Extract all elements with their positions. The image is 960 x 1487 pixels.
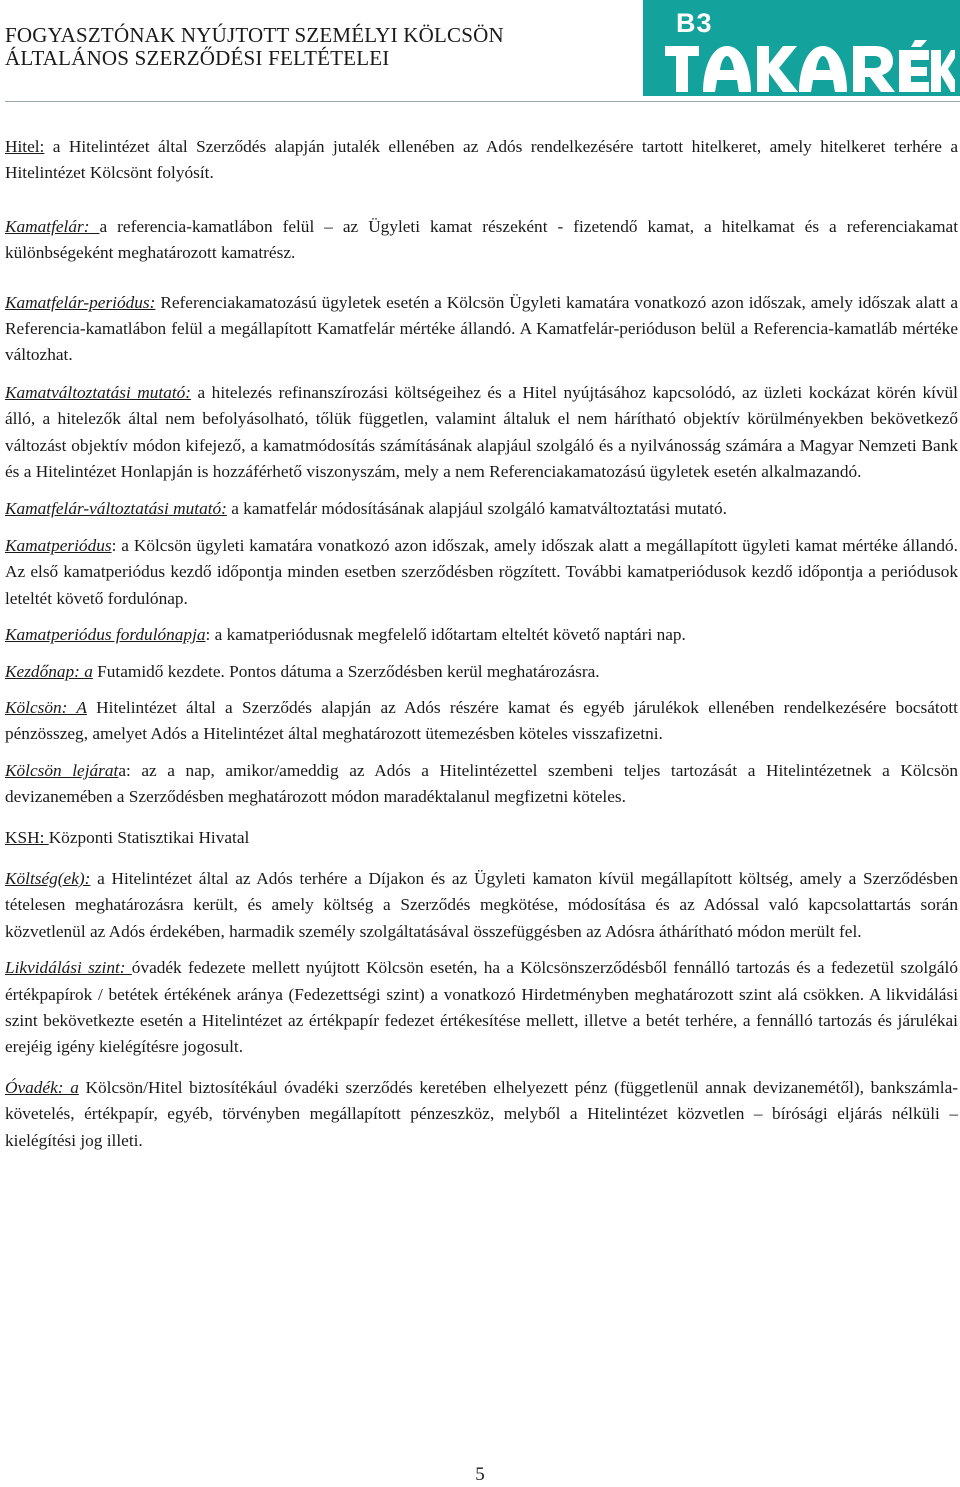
definition-kamatfelar-periodus <box>5 290 958 369</box>
document-title-line-2: ÁLTALÁNOS SZERZŐDÉSI FELTÉTELEI <box>5 46 390 70</box>
page-number: 5 <box>475 1464 485 1485</box>
term-ksh: KSH: <box>5 827 49 847</box>
definition-kamatperiodus-fordulonapja <box>5 622 958 648</box>
definition-text: Kölcsön/Hitel biztosítékául óvadéki szerződés keretében elhelyezett pénz (függetlenül annak devizanemétől), bankszámla-követelés, értékpapír, egyéb, törvényben megállapított pénzeszköz, melyből a Hitelintézet közvetlen – bírósági eljárás nélküli – kielégítési jog illeti. <box>5 1077 958 1150</box>
definition-text: a Hitelintézet által az Adós terhére a Díjakon és az Ügyleti kamaton kívül megállapított költség, amely a Szerződésben tételesen meghatározásra került, és amely költség a Szerződés megkötése, módosítása és az Adóssal való kapcsolattartás során közvetlenül az Adós érdekében, harmadik személy szolgáltatásával összefüggésben az Adósra áthárítható módon merült fel. <box>5 868 958 941</box>
term-likvidalasi-szint: Likvidálási szint: <box>5 958 132 978</box>
document-title-line-1: FOGYASZTÓNAK NYÚJTOTT SZEMÉLYI KÖLCSÖN <box>5 23 504 47</box>
term-kamatfelar: Kamatfelár: <box>5 216 100 236</box>
definition-text: Referenciakamatozású ügyletek esetén a Kölcsön Ügyleti kamatára vonatkozó azon időszak, amely időszak alatt a Referencia-kamatlábon felül a megállapított Kamatfelár mértéke állandó. A Kamatfelár-perióduson belül a Referencia-kamatláb mértéke változhat. <box>5 292 958 365</box>
definition-text: a hitelezés refinanszírozási költségeihez és a Hitel nyújtásához kapcsolódó, az üzleti kockázat körén kívül álló, a hitelezők által nem befolyásolható, tőlük független, valamint általuk el nem hárítható objektív körülményekben bekövetkező változást objektív módon kifejező, a kamatmódosítás számításának alapjául szolgáló és a nyilvánosság számára a Magyar Nemzeti Bank és a Hitelintézet Honlapján is hozzáférhető viszonyszám, mely a nem Referenciakamatozású ügyletek esetén alkalmazandó. <box>5 382 958 482</box>
definition-kamatfelar-valtoztatasi-mutato <box>5 496 958 522</box>
header-divider <box>5 101 960 102</box>
definitions-body <box>5 134 958 1154</box>
definition-koltsegek <box>5 866 958 945</box>
term-kolcson-lejarata: Kölcsön lejárat <box>5 760 119 780</box>
term-koltsegek: Költség(ek): <box>5 868 91 888</box>
term-kamatvaltoztatasi-mutato: Kamatváltoztatási mutató: <box>5 382 192 402</box>
definition-kolcson-lejarata <box>5 758 958 811</box>
term-kamatperiodus-fordulonapja: Kamatperiódus fordulónapja <box>5 625 206 645</box>
definition-text: a kamatfelár módosításának alapjául szolgáló kamatváltoztatási mutató. <box>226 499 727 519</box>
term-kolcson: Kölcsön: A <box>5 697 87 717</box>
document-title <box>5 24 504 70</box>
definition-text: Központi Statisztikai Hivatal <box>48 827 250 847</box>
term-kamatfelar-periodus: Kamatfelár-periódus: <box>5 292 156 312</box>
definition-ksh <box>5 825 958 851</box>
definition-text: a referencia-kamatlábon felül ‒ az Ügyleti kamat részeként - fizetendő kamat, a hitelkamat és a referenciakamat különbségeként meghatározott kamatrész. <box>5 216 958 263</box>
definition-text: a: az a nap, amikor/ameddig az Adós a Hitelintézettel szembeni teljes tartozását a Hitelintézetnek a Kölcsön devizanemében a Szerződésben meghatározott módon maradéktalanul megfizetni köteles. <box>5 760 958 807</box>
b3-takarek-logo <box>643 0 960 96</box>
takarek-wordmark <box>665 40 955 94</box>
definition-text: : a Kölcsön ügyleti kamatára vonatkozó azon időszak, amely időszak alatt a megállapított ügyleti kamat mértéke állandó. Az első kamatperiódus kezdő időpontja minden esetben szerződésben rögzített. További kamatperiódusok kezdő időpontja a periódusok leteltét követő fordulónap. <box>5 535 958 608</box>
definition-ovadek <box>5 1075 958 1154</box>
definition-kamatfelar <box>5 214 958 267</box>
definition-likvidalasi-szint <box>5 955 958 1061</box>
term-ovadek: Óvadék: a <box>5 1077 79 1097</box>
page-header <box>0 0 960 100</box>
definition-kamatperiodus <box>5 533 958 612</box>
logo-b3-text: B3 <box>676 8 713 38</box>
definition-kolcson <box>5 695 958 748</box>
definition-text: : a kamatperiódusnak megfelelő időtartam elteltét követő naptári nap. <box>205 625 686 645</box>
term-kezdonap: Kezdőnap: a <box>5 661 93 681</box>
definition-text: Hitelintézet által a Szerződés alapján az Adós részére kamat és egyéb járulékok ellenében rendelkezésére bocsátott pénzösszeg, amelyet Adós a Hitelintézet által meghatározott ütemezésben köteles visszafizetni. <box>5 697 958 744</box>
term-kamatperiodus: Kamatperiódus <box>5 535 112 555</box>
definition-text: óvadék fedezete mellett nyújtott Kölcsön esetén, ha a Kölcsönszerződésből fennálló tartozás és a fedezetül szolgáló értékpapírok / betétek értékének aránya (Fedezettségi szint) a vonatkozó Hirdetményben meghatározott szint alá csökken. A likvidálási szint bekövetkezte esetén a Hitelintézet az értékpapír fedezet értékesítése mellett, illetve a betét terhére, a fennálló tartozás és járulékai erejéig igény kielégítésre jogosult. <box>5 958 958 1057</box>
term-kamatfelar-valtoztatasi-mutato: Kamatfelár-változtatási mutató: <box>5 499 227 519</box>
definition-kezdonap <box>5 659 958 685</box>
term-hitel: Hitel: <box>5 137 45 156</box>
definition-hitel <box>5 134 958 187</box>
definition-text: a Hitelintézet által Szerződés alapján jutalék ellenében az Adós rendelkezésére tartott hitelkeret, amely hitelkeret terhére a Hitelintézet Kölcsönt folyósít. <box>5 137 958 183</box>
definition-kamatvaltoztatasi-mutato <box>5 380 958 486</box>
definition-text: Futamidő kezdete. Pontos dátuma a Szerződésben kerül meghatározásra. <box>92 661 600 681</box>
